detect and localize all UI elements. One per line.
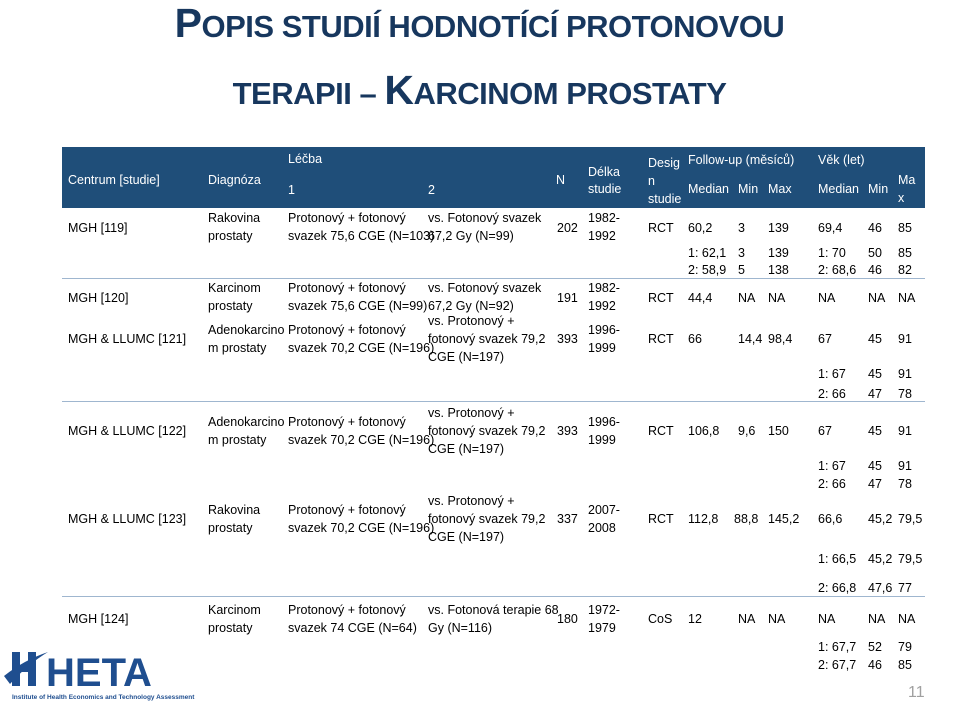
- header-age-min: Min: [868, 182, 889, 196]
- cell-fu-min: 5: [738, 263, 745, 277]
- cell-age-max: 85: [898, 658, 912, 672]
- cell-lecba-2: CGE (N=197): [428, 350, 505, 364]
- cell-fu-max: 139: [768, 246, 789, 260]
- header-design-2: n: [648, 174, 655, 188]
- header-age-median: Median: [818, 182, 859, 196]
- cell-diagnoza: m prostaty: [208, 341, 267, 355]
- cell-fu-min: 3: [738, 221, 745, 235]
- table-header: [62, 147, 925, 208]
- cell-fu-median: 2: 58,9: [688, 263, 727, 277]
- cell-lecba-1: Protonový + fotonový: [288, 211, 406, 225]
- cell-diagnoza: prostaty: [208, 229, 253, 243]
- cell-age-min: 50: [868, 246, 882, 260]
- cell-n: 180: [557, 612, 578, 626]
- cell-fu-max: NA: [768, 291, 786, 305]
- cell-age-median: 2: 66,8: [818, 581, 857, 595]
- heta-logo: [4, 646, 196, 702]
- cell-age-max: 91: [898, 332, 912, 346]
- cell-n: 337: [557, 512, 578, 526]
- cell-design: RCT: [648, 424, 674, 438]
- slide-title-line-2: [0, 67, 959, 114]
- cell-fu-min: 88,8: [734, 512, 759, 526]
- cell-delka: 2007-: [588, 503, 620, 517]
- title-text: ARCINOM PROSTATY: [413, 76, 727, 111]
- cell-lecba-1: svazek 70,2 CGE (N=196): [288, 521, 435, 535]
- header-design-3: studie: [648, 192, 682, 206]
- cell-age-median: 2: 67,7: [818, 658, 857, 672]
- cell-age-max: NA: [898, 291, 916, 305]
- header-n: N: [556, 173, 566, 187]
- cell-lecba-1: Protonový + fotonový: [288, 603, 406, 617]
- cell-age-min: 45: [868, 459, 882, 473]
- cell-age-median: 1: 67: [818, 367, 846, 381]
- cell-age-max: 79: [898, 640, 912, 654]
- cell-delka: 1992: [588, 299, 616, 313]
- title-text: OPIS STUDIÍ HODNOTÍCÍ PROTONOVOU: [201, 9, 785, 44]
- cell-diagnoza: Adenokarcino: [208, 415, 285, 429]
- cell-diagnoza: Karcinom: [208, 281, 261, 295]
- cell-age-median: 2: 68,6: [818, 263, 857, 277]
- cell-fu-min: 3: [738, 246, 745, 260]
- cell-age-min: 47,6: [868, 581, 893, 595]
- header-age-max-1: Ma: [898, 173, 916, 187]
- header-delka-2: studie: [588, 182, 622, 196]
- header-vek: Věk (let): [818, 153, 865, 167]
- cell-age-max: 78: [898, 387, 912, 401]
- cell-age-max: 85: [898, 246, 912, 260]
- cell-fu-median: 12: [688, 612, 702, 626]
- header-age-max-2: x: [898, 191, 905, 205]
- cell-age-max: 91: [898, 367, 912, 381]
- cell-age-max: NA: [898, 612, 916, 626]
- cell-design: RCT: [648, 291, 674, 305]
- cell-age-median: 67: [818, 424, 832, 438]
- cell-age-median: 1: 66,5: [818, 552, 857, 566]
- cell-fu-median: 66: [688, 332, 702, 346]
- cell-fu-median: 106,8: [688, 424, 720, 438]
- cell-age-min: 45: [868, 367, 882, 381]
- cell-diagnoza: prostaty: [208, 299, 253, 313]
- cell-age-max: 79,5: [898, 512, 923, 526]
- cell-age-min: 47: [868, 387, 882, 401]
- cell-diagnoza: prostaty: [208, 521, 253, 535]
- cell-age-min: 47: [868, 477, 882, 491]
- cell-lecba-2: vs. Fotonový svazek: [428, 211, 542, 225]
- cell-lecba-2: fotonový svazek 79,2: [428, 332, 546, 346]
- header-delka-1: Délka: [588, 165, 620, 179]
- cell-lecba-1: svazek 74 CGE (N=64): [288, 621, 417, 635]
- cell-lecba-1: Protonový + fotonový: [288, 281, 406, 295]
- cell-fu-median: 1: 62,1: [688, 246, 727, 260]
- cell-age-median: 2: 66: [818, 477, 846, 491]
- cell-centrum: MGH & LLUMC [121]: [68, 332, 187, 346]
- cell-centrum: MGH [120]: [68, 291, 129, 305]
- header-followup: Follow-up (měsíců): [688, 153, 795, 167]
- cell-n: 191: [557, 291, 578, 305]
- cell-age-min: 46: [868, 221, 882, 235]
- cell-delka: 1982-: [588, 281, 620, 295]
- cell-fu-max: 145,2: [768, 512, 800, 526]
- cell-diagnoza: m prostaty: [208, 433, 267, 447]
- cell-diagnoza: Rakovina: [208, 503, 261, 517]
- cell-lecba-2: Gy (N=116): [428, 621, 493, 635]
- cell-age-max: 91: [898, 424, 912, 438]
- cell-age-median: 1: 70: [818, 246, 846, 260]
- slide-title-line-1: [0, 0, 959, 47]
- cell-diagnoza: Rakovina: [208, 211, 261, 225]
- cell-fu-max: 150: [768, 424, 789, 438]
- cell-diagnoza: prostaty: [208, 621, 253, 635]
- cell-lecba-2: fotonový svazek 79,2: [428, 512, 546, 526]
- cell-lecba-2: vs. Fotonový svazek: [428, 281, 542, 295]
- header-fu-median: Median: [688, 182, 729, 196]
- cell-age-median: 1: 67,7: [818, 640, 857, 654]
- header-lecba-1: 1: [288, 183, 295, 197]
- cell-centrum: MGH [119]: [68, 221, 128, 235]
- cell-age-min: NA: [868, 612, 886, 626]
- cell-age-max: 79,5: [898, 552, 923, 566]
- cell-design: RCT: [648, 221, 674, 235]
- cell-fu-max: NA: [768, 612, 786, 626]
- cell-fu-median: 112,8: [688, 512, 719, 526]
- cell-fu-min: NA: [738, 291, 756, 305]
- cell-delka: 1999: [588, 341, 616, 355]
- cell-lecba-1: svazek 70,2 CGE (N=196): [288, 341, 435, 355]
- cell-age-median: 67: [818, 332, 832, 346]
- header-centrum: Centrum [studie]: [68, 173, 160, 187]
- cell-lecba-1: svazek 70,2 CGE (N=196): [288, 433, 435, 447]
- cell-age-min: 45: [868, 332, 882, 346]
- cell-delka: 1996-: [588, 323, 620, 337]
- cell-delka: 1992: [588, 229, 616, 243]
- cell-age-max: 82: [898, 263, 912, 277]
- cell-lecba-2: vs. Protonový +: [428, 314, 515, 328]
- cell-lecba-1: svazek 75,6 CGE (N=99): [288, 299, 428, 313]
- cell-lecba-1: Protonový + fotonový: [288, 415, 406, 429]
- cell-fu-median: 60,2: [688, 221, 713, 235]
- cell-age-median: 2: 66: [818, 387, 846, 401]
- cell-age-max: 91: [898, 459, 912, 473]
- cell-delka: 1999: [588, 433, 616, 447]
- cell-fu-min: 14,4: [738, 332, 763, 346]
- cell-lecba-2: 67,2 Gy (N=92): [428, 299, 514, 313]
- cell-centrum: MGH & LLUMC [123]: [68, 512, 187, 526]
- header-diagnoza: Diagnóza: [208, 173, 261, 187]
- header-fu-min: Min: [738, 182, 759, 196]
- cell-design: RCT: [648, 332, 674, 346]
- cell-age-min: 46: [868, 263, 882, 277]
- cell-fu-max: 138: [768, 263, 789, 277]
- cell-age-min: 45,2: [868, 512, 893, 526]
- cell-delka: 1982-: [588, 211, 620, 225]
- cell-n: 393: [557, 424, 578, 438]
- cell-age-max: 78: [898, 477, 912, 491]
- header-design-1: Desig: [648, 156, 680, 170]
- cell-age-max: 77: [898, 581, 912, 595]
- cell-design: RCT: [648, 512, 674, 526]
- cell-lecba-2: vs. Fotonová terapie 68: [428, 603, 559, 617]
- cell-age-median: 69,4: [818, 221, 843, 235]
- cell-age-min: NA: [868, 291, 886, 305]
- cell-lecba-1: svazek 75,6 CGE (N=103): [288, 229, 435, 243]
- cell-n: 393: [557, 332, 578, 346]
- cell-age-median: 66,6: [818, 512, 843, 526]
- cell-design: CoS: [648, 612, 673, 626]
- cell-lecba-2: CGE (N=197): [428, 530, 505, 544]
- page-number: 11: [908, 684, 925, 701]
- cell-age-median: NA: [818, 612, 836, 626]
- heta-logo-icon: [4, 646, 196, 702]
- cell-age-min: 45,2: [868, 552, 893, 566]
- cell-age-min: 45: [868, 424, 882, 438]
- cell-lecba-2: 67,2 Gy (N=99): [428, 229, 514, 243]
- cell-age-max: 85: [898, 221, 912, 235]
- cell-diagnoza: Adenokarcino: [208, 323, 285, 337]
- cell-age-min: 52: [868, 640, 882, 654]
- header-lecba: Léčba: [288, 152, 323, 166]
- cell-age-median: NA: [818, 291, 836, 305]
- cell-lecba-2: fotonový svazek 79,2: [428, 424, 546, 438]
- row-divider: [62, 596, 925, 597]
- cell-age-median: 1: 67: [818, 459, 846, 473]
- cell-fu-min: 9,6: [738, 424, 756, 438]
- cell-fu-max: 98,4: [768, 332, 793, 346]
- cell-age-min: 46: [868, 658, 882, 672]
- cell-centrum: MGH & LLUMC [122]: [68, 424, 187, 438]
- title-capital: K: [384, 67, 414, 113]
- cell-fu-min: NA: [738, 612, 756, 626]
- cell-n: 202: [557, 221, 578, 235]
- cell-delka: 1979: [588, 621, 616, 635]
- cell-fu-median: 44,4: [688, 291, 713, 305]
- cell-lecba-2: vs. Protonový +: [428, 406, 515, 420]
- cell-diagnoza: Karcinom: [208, 603, 261, 617]
- cell-centrum: MGH [124]: [68, 612, 129, 626]
- header-fu-max: Max: [768, 182, 792, 196]
- logo-name: HETA: [46, 651, 152, 695]
- cell-lecba-2: CGE (N=197): [428, 442, 505, 456]
- title-text: TERAPII –: [232, 76, 385, 111]
- cell-fu-max: 139: [768, 221, 789, 235]
- cell-lecba-1: Protonový + fotonový: [288, 503, 406, 517]
- cell-delka: 1972-: [588, 603, 620, 617]
- cell-lecba-2: vs. Protonový +: [428, 494, 515, 508]
- header-lecba-2: 2: [428, 183, 435, 197]
- row-divider: [62, 401, 925, 402]
- cell-delka: 2008: [588, 521, 616, 535]
- cell-delka: 1996-: [588, 415, 620, 429]
- logo-tagline: Institute of Health Economics and Technology Assessment: [12, 694, 195, 701]
- title-capital: P: [174, 0, 202, 46]
- cell-lecba-1: Protonový + fotonový: [288, 323, 406, 337]
